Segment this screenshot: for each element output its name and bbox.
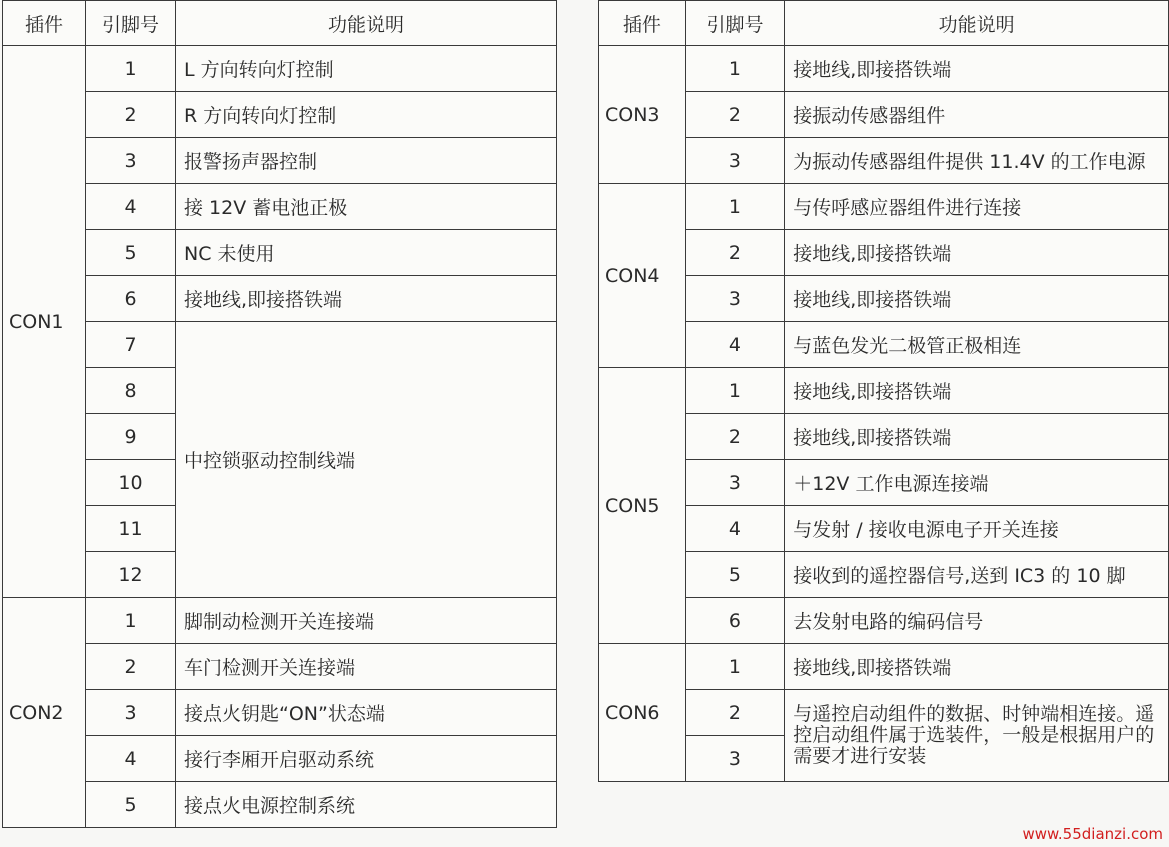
pin-number: 2 bbox=[86, 92, 176, 138]
pin-number: 4 bbox=[685, 506, 785, 552]
pin-number: 1 bbox=[685, 644, 785, 690]
pin-number: 7 bbox=[86, 322, 176, 368]
table-row bbox=[599, 184, 1169, 230]
pin-number: 6 bbox=[86, 276, 176, 322]
function-description: 与发射 / 接收电源电子开关连接 bbox=[785, 506, 1169, 552]
function-description: 接地线,即接搭铁端 bbox=[176, 276, 557, 322]
pin-number: 4 bbox=[86, 736, 176, 782]
header-plug: 插件 bbox=[599, 1, 686, 46]
pin-number: 1 bbox=[685, 368, 785, 414]
pin-number: 3 bbox=[86, 138, 176, 184]
function-description: 去发射电路的编码信号 bbox=[785, 598, 1169, 644]
function-description: 报警扬声器控制 bbox=[176, 138, 557, 184]
table-row bbox=[3, 230, 557, 276]
pin-number: 3 bbox=[685, 276, 785, 322]
function-description: 与蓝色发光二极管正极相连 bbox=[785, 322, 1169, 368]
function-description: 车门检测开关连接端 bbox=[176, 644, 557, 690]
pin-number: 3 bbox=[685, 460, 785, 506]
function-description: 接点火钥匙“ON”状态端 bbox=[176, 690, 557, 736]
table-row bbox=[599, 368, 1169, 414]
pin-number: 6 bbox=[685, 598, 785, 644]
pin-number: 11 bbox=[86, 506, 176, 552]
plug-name: CON1 bbox=[3, 46, 86, 598]
plug-name: CON2 bbox=[3, 598, 86, 828]
header-function: 功能说明 bbox=[785, 1, 1169, 46]
right-pin-table bbox=[598, 0, 1169, 782]
function-description: 接点火电源控制系统 bbox=[176, 782, 557, 828]
header-pin: 引脚号 bbox=[685, 1, 785, 46]
table-row bbox=[3, 276, 557, 322]
table-row bbox=[3, 184, 557, 230]
table-row bbox=[599, 46, 1169, 92]
site-watermark: www.55dianzi.com bbox=[1022, 825, 1163, 843]
plug-name: CON3 bbox=[599, 46, 686, 184]
pin-number: 1 bbox=[685, 184, 785, 230]
table-row bbox=[3, 782, 557, 828]
function-description: 接地线,即接搭铁端 bbox=[785, 414, 1169, 460]
function-description: L 方向转向灯控制 bbox=[176, 46, 557, 92]
function-description: ＋12V 工作电源连接端 bbox=[785, 460, 1169, 506]
table-row bbox=[3, 92, 557, 138]
pin-number: 2 bbox=[685, 690, 785, 736]
function-description: 接地线,即接搭铁端 bbox=[785, 46, 1169, 92]
pin-number: 1 bbox=[685, 46, 785, 92]
function-description: 与传呼感应器组件进行连接 bbox=[785, 184, 1169, 230]
function-description: 接振动传感器组件 bbox=[785, 92, 1169, 138]
function-description: 与遥控启动组件的数据、时钟端相连接。遥控启动组件属于选装件，一般是根据用户的需要才进行安装 bbox=[785, 690, 1169, 782]
plug-name: CON6 bbox=[599, 644, 686, 782]
pin-number: 4 bbox=[86, 184, 176, 230]
function-description: 接地线,即接搭铁端 bbox=[785, 644, 1169, 690]
pin-number: 2 bbox=[685, 92, 785, 138]
pin-number: 12 bbox=[86, 552, 176, 598]
function-description: 接收到的遥控器信号,送到 IC3 的 10 脚 bbox=[785, 552, 1169, 598]
plug-name: CON5 bbox=[599, 368, 686, 644]
table-row bbox=[3, 322, 557, 368]
pin-number: 2 bbox=[685, 230, 785, 276]
table-row bbox=[3, 46, 557, 92]
pin-number: 1 bbox=[86, 46, 176, 92]
left-pin-table bbox=[2, 0, 557, 828]
function-description: 为振动传感器组件提供 11.4V 的工作电源 bbox=[785, 138, 1169, 184]
function-description: 接地线,即接搭铁端 bbox=[785, 230, 1169, 276]
table-row bbox=[3, 690, 557, 736]
function-description: NC 未使用 bbox=[176, 230, 557, 276]
pin-number: 9 bbox=[86, 414, 176, 460]
pin-number: 10 bbox=[86, 460, 176, 506]
function-description: 接地线,即接搭铁端 bbox=[785, 368, 1169, 414]
pin-number: 4 bbox=[685, 322, 785, 368]
table-row bbox=[3, 644, 557, 690]
function-description: 接地线,即接搭铁端 bbox=[785, 276, 1169, 322]
function-description: 接行李厢开启驱动系统 bbox=[176, 736, 557, 782]
table-row bbox=[3, 138, 557, 184]
pin-number: 3 bbox=[685, 138, 785, 184]
pin-number: 5 bbox=[685, 552, 785, 598]
header-pin: 引脚号 bbox=[86, 1, 176, 46]
function-description: 接 12V 蓄电池正极 bbox=[176, 184, 557, 230]
pin-number: 5 bbox=[86, 782, 176, 828]
pin-number: 2 bbox=[86, 644, 176, 690]
pin-number: 3 bbox=[86, 690, 176, 736]
function-description: 脚制动检测开关连接端 bbox=[176, 598, 557, 644]
table-row bbox=[3, 736, 557, 782]
header-function: 功能说明 bbox=[176, 1, 557, 46]
pin-number: 5 bbox=[86, 230, 176, 276]
function-description: 中控锁驱动控制线端 bbox=[176, 322, 557, 598]
pin-number: 2 bbox=[685, 414, 785, 460]
plug-name: CON4 bbox=[599, 184, 686, 368]
table-row bbox=[3, 598, 557, 644]
pin-number: 1 bbox=[86, 598, 176, 644]
pin-number: 3 bbox=[685, 736, 785, 782]
function-description: R 方向转向灯控制 bbox=[176, 92, 557, 138]
header-plug: 插件 bbox=[3, 1, 86, 46]
pin-number: 8 bbox=[86, 368, 176, 414]
table-row bbox=[599, 644, 1169, 690]
